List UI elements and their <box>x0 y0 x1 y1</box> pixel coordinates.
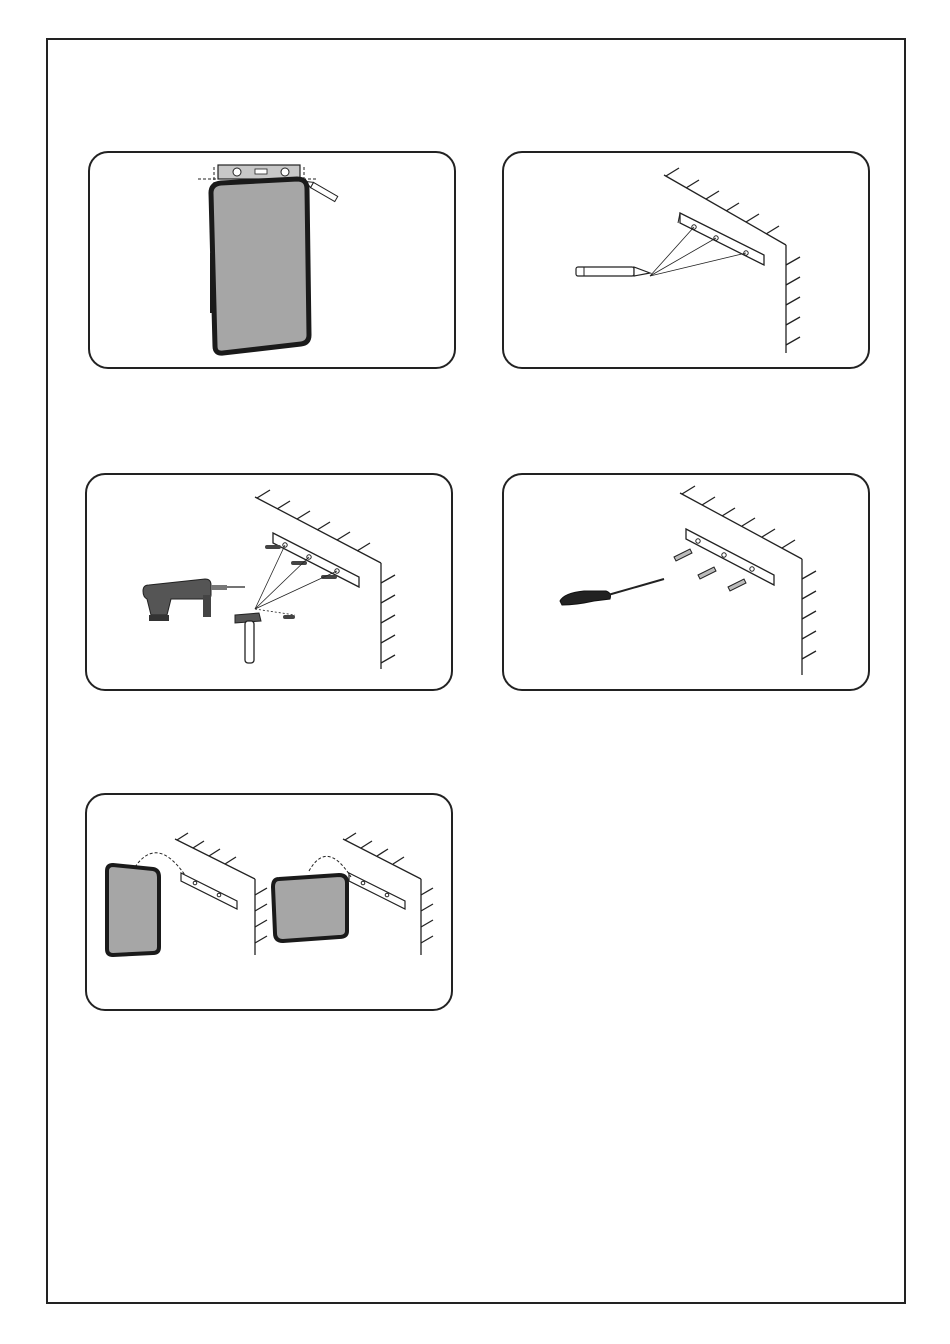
wall-icon <box>255 490 395 669</box>
step-4-illustration <box>504 475 868 689</box>
step-1-panel <box>88 151 456 369</box>
mirror-portrait-icon <box>107 865 159 955</box>
step-5-panel <box>85 793 453 1011</box>
wall-bracket-icon <box>181 873 237 909</box>
pencil-icon <box>576 267 650 276</box>
wall-bracket-icon <box>349 873 405 909</box>
step-2-illustration <box>504 153 868 367</box>
power-drill-icon <box>143 579 245 621</box>
mirror-landscape-icon <box>273 875 347 941</box>
spirit-level-icon <box>218 165 300 179</box>
step-1-illustration <box>90 153 454 367</box>
step-4-panel <box>502 473 870 691</box>
wall-bracket-icon <box>678 213 764 265</box>
step-3-illustration <box>87 475 451 689</box>
step-2-panel <box>502 151 870 369</box>
wall-icon <box>680 486 816 675</box>
step-5-illustration <box>87 795 451 1009</box>
step-3-panel <box>85 473 453 691</box>
screwdriver-icon <box>560 579 664 605</box>
wall-icon <box>664 168 800 353</box>
mirror-portrait-icon <box>210 179 309 353</box>
hammer-icon <box>235 613 261 663</box>
